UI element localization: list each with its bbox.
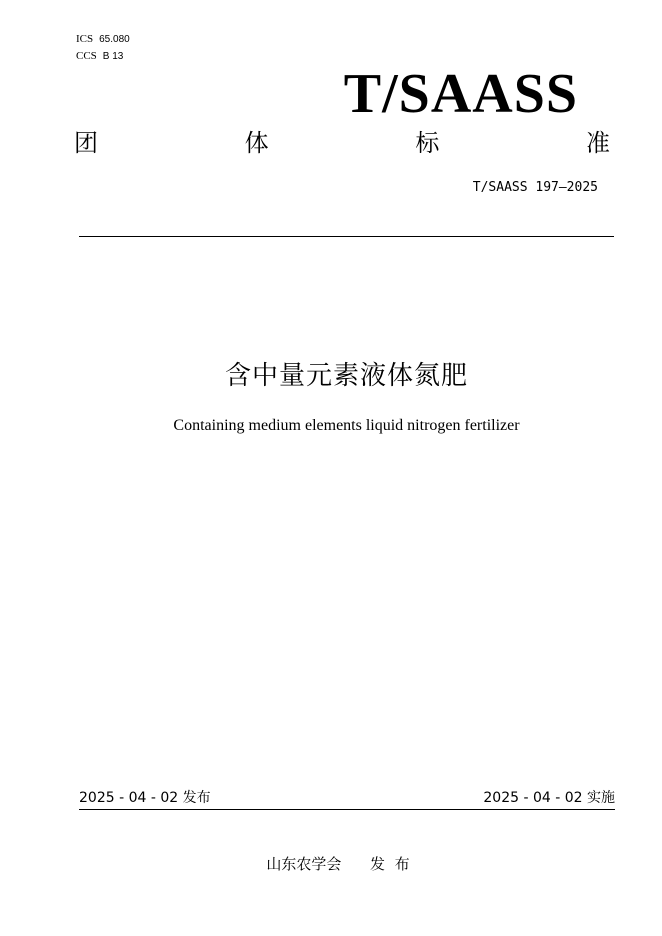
footer-divider: [79, 809, 615, 810]
publish-date: 2025 - 04 - 02 发布: [79, 790, 211, 806]
standard-type-char: 标: [415, 129, 440, 157]
standard-type-char: 体: [244, 129, 269, 157]
ics-label: ICS: [76, 33, 94, 45]
ccs-code-line: [76, 49, 123, 64]
ccs-code: B 13: [102, 51, 124, 62]
issuing-organization: 山东农学会 发 布: [266, 855, 410, 873]
ccs-label: CCS: [76, 50, 97, 62]
ics-code-line: [76, 32, 130, 47]
ics-code: 65.080: [99, 34, 130, 45]
standard-type-char: 准: [585, 129, 610, 157]
standard-type-char: 团: [74, 129, 98, 157]
standard-type-heading: [74, 126, 610, 160]
document-title-english: Containing medium elements liquid nitrogen fertilizer: [173, 417, 520, 434]
header-divider: [79, 236, 614, 237]
standard-brand-logo: T/SAASS: [343, 63, 578, 125]
standard-number: T/SAASS 197—2025: [472, 180, 598, 195]
document-title-chinese: 含中量元素液体氮肥: [224, 361, 468, 391]
implement-date: 2025 - 04 - 02 实施: [483, 790, 615, 806]
